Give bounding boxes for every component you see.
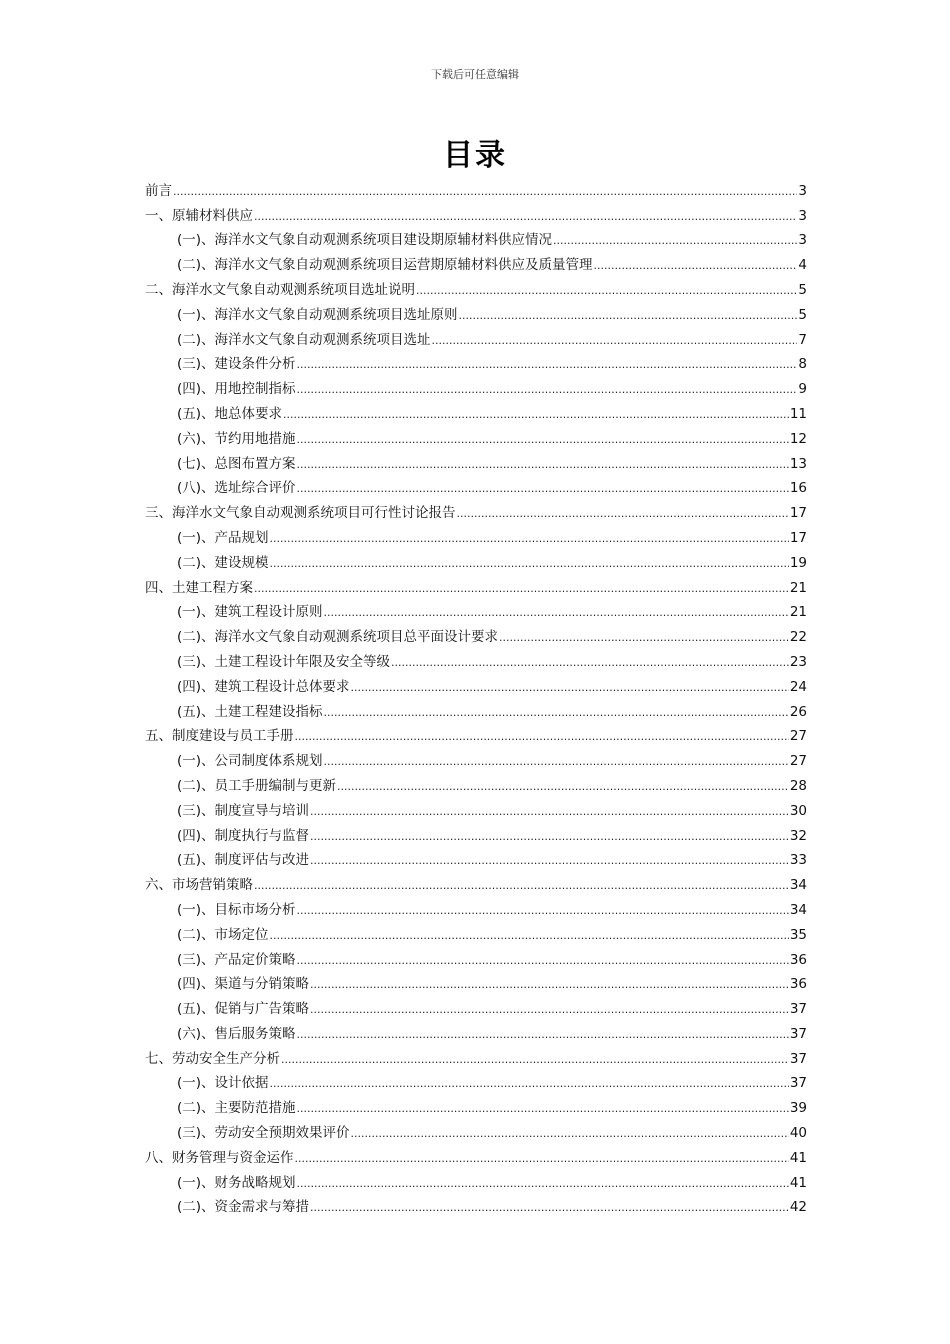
toc-entry-page: 30 (789, 802, 807, 819)
toc-entry-page: 8 (798, 356, 807, 373)
toc-entry-page: 22 (789, 629, 807, 646)
toc-entry-title: (八)、选址综合评价 (177, 480, 296, 497)
toc-entry[interactable] (145, 894, 807, 919)
toc-entry[interactable] (145, 944, 807, 969)
toc-entry-title: (一)、财务战略规划 (177, 1174, 296, 1191)
toc-entry[interactable] (145, 200, 807, 225)
toc-entry-title: (五)、制度评估与改进 (177, 852, 310, 869)
toc-entry-page: 23 (789, 653, 807, 670)
toc-dot-leader (254, 878, 789, 894)
toc-entry[interactable] (145, 274, 807, 299)
toc-entry-title: (二)、主要防范措施 (177, 1100, 296, 1117)
toc-entry-title: 八、财务管理与资金运作 (145, 1149, 294, 1166)
toc-dot-leader (297, 357, 798, 373)
toc-entry-title: (一)、设计依据 (177, 1075, 269, 1092)
toc-entry-title: (三)、劳动安全预期效果评价 (177, 1125, 350, 1142)
toc-entry-title: (七)、总图布置方案 (177, 455, 296, 472)
toc-entry-page: 11 (789, 405, 807, 422)
toc-dot-leader (553, 233, 797, 249)
toc-entry[interactable] (145, 249, 807, 274)
toc-dot-leader (594, 258, 798, 274)
toc-entry[interactable] (145, 572, 807, 597)
toc-entry-page: 16 (789, 480, 807, 497)
toc-entry-page: 34 (789, 877, 807, 894)
toc-dot-leader (337, 779, 789, 795)
toc-dot-leader (324, 754, 789, 770)
toc-entry-page: 39 (789, 1100, 807, 1117)
toc-entry-page: 17 (789, 529, 807, 546)
toc-entry-page: 19 (789, 554, 807, 571)
toc-entry[interactable] (145, 1167, 807, 1192)
toc-dot-leader (297, 382, 798, 398)
toc-dot-leader (254, 581, 789, 597)
toc-dot-leader (310, 804, 789, 820)
toc-entry[interactable] (145, 745, 807, 770)
toc-dot-leader (297, 1027, 789, 1043)
toc-entry[interactable] (145, 770, 807, 795)
toc-entry[interactable] (145, 1192, 807, 1217)
toc-dot-leader (416, 283, 797, 299)
toc-entry-page: 37 (789, 1025, 807, 1042)
toc-dot-leader (391, 655, 789, 671)
toc-entry-title: (四)、用地控制指标 (177, 381, 296, 398)
toc-entry-title: (五)、土建工程建设指标 (177, 703, 323, 720)
toc-entry-title: (三)、建设条件分析 (177, 356, 296, 373)
toc-entry[interactable] (145, 696, 807, 721)
toc-entry[interactable] (145, 473, 807, 498)
toc-dot-leader (270, 1076, 789, 1092)
toc-entry[interactable] (145, 993, 807, 1018)
toc-dot-leader (351, 680, 789, 696)
toc-dot-leader (310, 853, 789, 869)
toc-entry-page: 41 (789, 1174, 807, 1191)
toc-entry-page: 4 (798, 257, 807, 274)
toc-entry-title: (三)、产品定价策略 (177, 951, 296, 968)
toc-entry[interactable] (145, 1142, 807, 1167)
toc-entry-title: (二)、海洋水文气象自动观测系统项目总平面设计要求 (177, 629, 499, 646)
toc-entry-title: 四、土建工程方案 (145, 579, 253, 596)
toc-entry-page: 17 (789, 505, 807, 522)
toc-entry[interactable] (145, 349, 807, 374)
toc-entry[interactable] (145, 845, 807, 870)
toc-entry-title: 六、市场营销策略 (145, 877, 253, 894)
page-title: 目录 (443, 138, 507, 173)
toc-entry[interactable] (145, 547, 807, 572)
toc-entry[interactable] (145, 1043, 807, 1068)
toc-entry-page: 36 (789, 951, 807, 968)
toc-entry-page: 12 (789, 430, 807, 447)
toc-entry-page: 36 (789, 976, 807, 993)
toc-entry-title: (四)、制度执行与监督 (177, 827, 310, 844)
toc-entry-page: 7 (798, 331, 807, 348)
toc-entry[interactable] (145, 373, 807, 398)
toc-entry[interactable] (145, 1117, 807, 1142)
toc-entry-page: 27 (789, 728, 807, 745)
toc-entry-page: 3 (798, 207, 807, 224)
toc-entry-title: (五)、地总体要求 (177, 405, 283, 422)
toc-dot-leader (499, 630, 789, 646)
toc-entry-title: (二)、海洋水文气象自动观测系统项目选址 (177, 331, 431, 348)
toc-entry-title: (一)、海洋水文气象自动观测系统项目选址原则 (177, 306, 458, 323)
toc-dot-leader (297, 953, 789, 969)
toc-dot-leader (297, 1101, 789, 1117)
toc-entry-page: 3 (798, 232, 807, 249)
toc-dot-leader (297, 432, 789, 448)
toc-entry-page: 3 (798, 182, 807, 199)
toc-entry-page: 40 (789, 1125, 807, 1142)
toc-dot-leader (270, 556, 789, 572)
toc-entry-page: 41 (789, 1149, 807, 1166)
toc-entry-page: 32 (789, 827, 807, 844)
toc-entry-title: (四)、渠道与分销策略 (177, 976, 310, 993)
toc-entry-page: 27 (789, 753, 807, 770)
toc-entry[interactable] (145, 324, 807, 349)
toc-entry-title: (一)、产品规划 (177, 529, 269, 546)
toc-entry-page: 24 (789, 678, 807, 695)
toc-entry-title: (二)、资金需求与筹措 (177, 1199, 310, 1216)
toc-entry-title: (二)、建设规模 (177, 554, 269, 571)
toc-entry[interactable] (145, 795, 807, 820)
toc-dot-leader (297, 1176, 789, 1192)
toc-entry-title: 七、劳动安全生产分析 (145, 1050, 280, 1067)
toc-entry-title: 二、海洋水文气象自动观测系统项目选址说明 (145, 281, 415, 298)
toc-entry[interactable] (145, 671, 807, 696)
toc-entry-page: 9 (798, 381, 807, 398)
toc-dot-leader (254, 209, 797, 225)
toc-entry[interactable] (145, 175, 807, 200)
toc-entry[interactable] (145, 820, 807, 845)
toc-entry-page: 13 (789, 455, 807, 472)
toc-entry-page: 33 (789, 852, 807, 869)
page-header: 下载后可任意编辑 (431, 68, 519, 81)
toc-entry[interactable] (145, 919, 807, 944)
toc-dot-leader (297, 457, 789, 473)
toc-entry[interactable] (145, 225, 807, 250)
toc-dot-leader (457, 506, 789, 522)
toc-entry-page: 37 (789, 1075, 807, 1092)
toc-entry[interactable] (145, 423, 807, 448)
toc-entry[interactable] (145, 969, 807, 994)
toc-entry[interactable] (145, 448, 807, 473)
toc-entry-title: (二)、市场定位 (177, 926, 269, 943)
toc-entry[interactable] (145, 869, 807, 894)
toc-entry-title: (一)、目标市场分析 (177, 901, 296, 918)
toc-entry-page: 21 (789, 579, 807, 596)
toc-entry-title: (一)、公司制度体系规划 (177, 753, 323, 770)
toc-entry-page: 35 (789, 926, 807, 943)
toc-dot-leader (283, 407, 789, 423)
toc-entry[interactable] (145, 646, 807, 671)
toc-entry-title: (六)、售后服务策略 (177, 1025, 296, 1042)
toc-entry-title: (四)、建筑工程设计总体要求 (177, 678, 350, 695)
toc-entry[interactable] (145, 497, 807, 522)
toc-entry-title: (一)、海洋水文气象自动观测系统项目建设期原辅材料供应情况 (177, 232, 553, 249)
toc-entry-page: 37 (789, 1050, 807, 1067)
toc-entry[interactable] (145, 1018, 807, 1043)
toc-dot-leader (432, 333, 798, 349)
toc-dot-leader (281, 1052, 789, 1068)
toc-entry-page: 42 (789, 1199, 807, 1216)
toc-entry[interactable] (145, 522, 807, 547)
toc-entry-title: 一、原辅材料供应 (145, 207, 253, 224)
toc-entry-page: 28 (789, 777, 807, 794)
toc-entry-page: 21 (789, 604, 807, 621)
toc-entry-page: 26 (789, 703, 807, 720)
toc-entry-title: 五、制度建设与员工手册 (145, 728, 294, 745)
table-of-contents (145, 175, 807, 1216)
toc-entry-title: (六)、节约用地措施 (177, 430, 296, 447)
toc-dot-leader (351, 1126, 789, 1142)
toc-dot-leader (459, 308, 798, 324)
toc-entry[interactable] (145, 621, 807, 646)
toc-entry-title: (二)、海洋水文气象自动观测系统项目运营期原辅材料供应及质量管理 (177, 257, 593, 274)
toc-entry[interactable] (145, 1092, 807, 1117)
toc-dot-leader (310, 1200, 789, 1216)
toc-dot-leader (310, 977, 789, 993)
toc-dot-leader (295, 1151, 789, 1167)
toc-entry-title: (三)、土建工程设计年限及安全等级 (177, 653, 391, 670)
toc-dot-leader (324, 605, 789, 621)
toc-entry-title: 前言 (145, 182, 172, 199)
toc-entry-title: (一)、建筑工程设计原则 (177, 604, 323, 621)
toc-entry[interactable] (145, 721, 807, 746)
toc-dot-leader (297, 903, 789, 919)
toc-entry[interactable] (145, 1068, 807, 1093)
toc-entry-title: 三、海洋水文气象自动观测系统项目可行性讨论报告 (145, 505, 456, 522)
toc-dot-leader (324, 705, 789, 721)
toc-entry[interactable] (145, 597, 807, 622)
toc-entry-page: 5 (798, 306, 807, 323)
toc-entry-page: 37 (789, 1001, 807, 1018)
toc-dot-leader (270, 531, 789, 547)
toc-entry[interactable] (145, 398, 807, 423)
toc-dot-leader (297, 481, 789, 497)
toc-dot-leader (310, 1002, 789, 1018)
toc-entry-page: 5 (798, 281, 807, 298)
toc-dot-leader (173, 184, 797, 200)
toc-dot-leader (270, 928, 789, 944)
toc-entry-page: 34 (789, 901, 807, 918)
toc-entry-title: (五)、促销与广告策略 (177, 1001, 310, 1018)
toc-dot-leader (310, 829, 789, 845)
toc-dot-leader (295, 729, 789, 745)
toc-entry-title: (二)、员工手册编制与更新 (177, 777, 337, 794)
toc-entry-title: (三)、制度宣导与培训 (177, 802, 310, 819)
toc-entry[interactable] (145, 299, 807, 324)
